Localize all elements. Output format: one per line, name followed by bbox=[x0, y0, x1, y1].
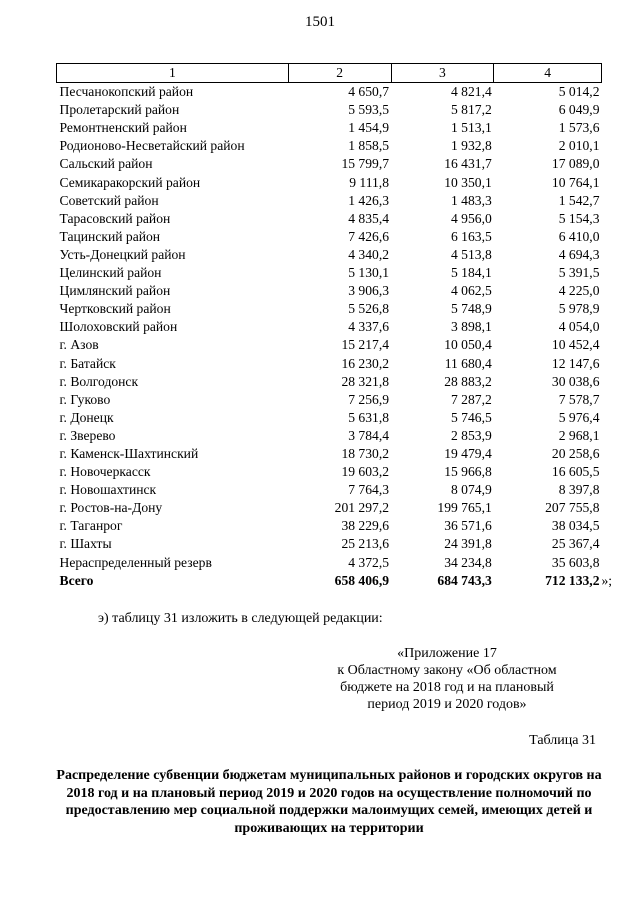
row-value-2020: 10 452,4 bbox=[551, 337, 600, 353]
row-value-2020: 35 603,8 bbox=[551, 554, 600, 570]
row-value-2020: 20 258,6 bbox=[551, 445, 600, 461]
row-value-2020: 4 225,0 bbox=[558, 283, 600, 299]
row-name: г. Новошахтинск bbox=[59, 482, 157, 498]
table-row bbox=[57, 228, 602, 246]
total-2019: 684 743,3 bbox=[437, 572, 492, 588]
row-value-2019: 3 898,1 bbox=[450, 319, 492, 335]
row-value-2019: 6 163,5 bbox=[450, 228, 492, 244]
row-value-2020: 5 154,3 bbox=[558, 210, 600, 226]
table-number-label: Таблица 31 bbox=[529, 733, 596, 748]
subsidy-table bbox=[56, 63, 613, 590]
row-name: г. Батайск bbox=[59, 355, 116, 371]
column-header-2: 2 bbox=[288, 64, 391, 83]
row-value-2019: 28 883,2 bbox=[444, 373, 492, 389]
total-label: Всего bbox=[59, 572, 94, 588]
row-value-2018: 5 631,8 bbox=[348, 409, 390, 425]
row-value-2019: 4 821,4 bbox=[450, 84, 492, 100]
row-value-2019: 2 853,9 bbox=[450, 427, 492, 443]
row-value-2020: 5 391,5 bbox=[558, 265, 600, 281]
row-name: Советский район bbox=[59, 192, 159, 208]
row-value-2018: 1 426,3 bbox=[348, 192, 390, 208]
row-value-2018: 28 321,8 bbox=[341, 373, 390, 389]
table-row bbox=[57, 192, 602, 210]
table-row bbox=[57, 119, 602, 137]
row-value-2020: 10 764,1 bbox=[551, 174, 600, 190]
row-value-2020: 16 605,5 bbox=[551, 464, 600, 480]
row-value-2018: 5 593,5 bbox=[348, 102, 390, 118]
row-name: г. Азов bbox=[59, 337, 99, 353]
amendment-instruction: э) таблицу 31 изложить в следующей редакции: bbox=[98, 611, 383, 626]
row-value-2018: 4 835,4 bbox=[348, 210, 390, 226]
row-name: г. Новочеркасск bbox=[59, 464, 151, 480]
row-value-2019: 8 074,9 bbox=[450, 482, 492, 498]
row-value-2018: 3 784,4 bbox=[348, 427, 390, 443]
row-value-2018: 15 799,7 bbox=[341, 156, 390, 172]
total-2020-cell bbox=[494, 572, 613, 590]
table-row bbox=[57, 463, 602, 481]
table-row bbox=[57, 391, 602, 409]
row-name: г. Шахты bbox=[59, 536, 112, 552]
row-name: Тацинский район bbox=[59, 228, 161, 244]
row-value-2018: 4 337,6 bbox=[348, 319, 390, 335]
row-value-2019: 16 431,7 bbox=[444, 156, 492, 172]
row-value-2018: 5 130,1 bbox=[348, 265, 390, 281]
row-value-2020: 12 147,6 bbox=[551, 355, 600, 371]
total-2018: 658 406,9 bbox=[334, 572, 390, 588]
column-number-header-row bbox=[57, 64, 602, 83]
row-value-2019: 4 513,8 bbox=[450, 246, 492, 262]
table-heading: Распределение субвенции бюджетам муниципальных районов и городских округов на 2018 год и на плановый период 2019 и 2020 годов на осуществление полномочий по предоставлению мер социальной поддержки малоимущих семей, имеющих детей и проживающих на территории bbox=[56, 768, 602, 836]
table-row bbox=[57, 499, 602, 517]
row-value-2019: 4 062,5 bbox=[450, 283, 492, 299]
row-value-2019: 5 817,2 bbox=[450, 102, 492, 118]
row-value-2019: 5 746,5 bbox=[450, 409, 492, 425]
row-value-2018: 16 230,2 bbox=[341, 355, 390, 371]
row-value-2019: 1 483,3 bbox=[450, 192, 492, 208]
row-value-2018: 7 764,3 bbox=[348, 482, 390, 498]
annex-line: бюджете на 2018 год и на плановый bbox=[340, 680, 554, 695]
row-value-2020: 38 034,5 bbox=[551, 518, 600, 534]
row-name: г. Гуково bbox=[59, 391, 111, 407]
row-value-2018: 7 426,6 bbox=[348, 228, 390, 244]
row-value-2020: 2 968,1 bbox=[558, 427, 600, 443]
table-row bbox=[57, 535, 602, 553]
row-name: Семикаракорский район bbox=[59, 174, 201, 190]
row-value-2019: 19 479,4 bbox=[444, 445, 492, 461]
table-row bbox=[57, 137, 602, 155]
table-row bbox=[57, 300, 602, 318]
row-value-2020: 1 542,7 bbox=[558, 192, 600, 208]
row-value-2020: 8 397,8 bbox=[558, 482, 600, 498]
row-value-2020: 1 573,6 bbox=[558, 120, 600, 136]
row-value-2018: 15 217,4 bbox=[341, 337, 390, 353]
row-name: Песчанокопский район bbox=[59, 84, 194, 100]
table-row bbox=[57, 246, 602, 264]
total-row bbox=[57, 572, 602, 590]
row-name: г. Донецк bbox=[59, 409, 114, 425]
table-row bbox=[57, 210, 602, 228]
table-row bbox=[57, 264, 602, 282]
row-value-2018: 3 906,3 bbox=[348, 283, 390, 299]
table-row bbox=[57, 83, 602, 102]
table-row bbox=[57, 373, 602, 391]
row-value-2019: 36 571,6 bbox=[444, 518, 492, 534]
table-row bbox=[57, 409, 602, 427]
row-name: Шолоховский район bbox=[59, 319, 178, 335]
row-value-2020: 207 755,8 bbox=[545, 500, 600, 516]
row-value-2020: 5 978,9 bbox=[558, 301, 600, 317]
row-name: Сальский район bbox=[59, 156, 153, 172]
row-value-2020: 5 976,4 bbox=[558, 409, 600, 425]
row-value-2020: 30 038,6 bbox=[551, 373, 600, 389]
row-name: Ремонтненский район bbox=[59, 120, 187, 136]
row-value-2020: 2 010,1 bbox=[558, 138, 600, 154]
row-value-2019: 11 680,4 bbox=[444, 355, 492, 371]
row-value-2018: 19 603,2 bbox=[341, 464, 390, 480]
row-value-2019: 199 765,1 bbox=[437, 500, 492, 516]
row-value-2020: 17 089,0 bbox=[551, 156, 600, 172]
row-value-2018: 4 650,7 bbox=[348, 84, 390, 100]
row-value-2020: 6 410,0 bbox=[558, 228, 600, 244]
column-header-1: 1 bbox=[57, 64, 289, 83]
row-name: Цимлянский район bbox=[59, 283, 171, 299]
row-value-2019: 1 932,8 bbox=[450, 138, 492, 154]
row-name: Чертковский район bbox=[59, 301, 171, 317]
table-row bbox=[57, 155, 602, 173]
row-name: Тарасовский район bbox=[59, 210, 171, 226]
row-value-2018: 25 213,6 bbox=[341, 536, 390, 552]
table-row bbox=[57, 445, 602, 463]
row-name: Усть-Донецкий район bbox=[59, 246, 186, 262]
table-row bbox=[57, 427, 602, 445]
row-value-2019: 5 748,9 bbox=[450, 301, 492, 317]
row-value-2018: 5 526,8 bbox=[348, 301, 390, 317]
row-value-2020: 6 049,9 bbox=[558, 102, 600, 118]
annex-line: период 2019 и 2020 годов» bbox=[367, 697, 527, 712]
page-number: 1501 bbox=[305, 14, 335, 30]
row-value-2018: 18 730,2 bbox=[341, 445, 390, 461]
row-name: г. Зверево bbox=[59, 427, 116, 443]
row-name: г. Таганрог bbox=[59, 518, 123, 534]
row-name: Нераспределенный резерв bbox=[59, 554, 212, 570]
annex-line: «Приложение 17 bbox=[397, 646, 497, 661]
table-row bbox=[57, 517, 602, 535]
row-value-2019: 24 391,8 bbox=[444, 536, 492, 552]
row-value-2019: 1 513,1 bbox=[450, 120, 492, 136]
row-name: Целинский район bbox=[59, 265, 162, 281]
row-value-2020: 25 367,4 bbox=[551, 536, 600, 552]
row-name: г. Волгодонск bbox=[59, 373, 139, 389]
row-name: г. Каменск-Шахтинский bbox=[59, 445, 199, 461]
row-value-2019: 7 287,2 bbox=[450, 391, 492, 407]
row-value-2018: 38 229,6 bbox=[341, 518, 390, 534]
table-row bbox=[57, 481, 602, 499]
column-header-3: 3 bbox=[391, 64, 494, 83]
row-value-2019: 34 234,8 bbox=[444, 554, 492, 570]
table-row bbox=[57, 282, 602, 300]
row-value-2018: 4 372,5 bbox=[348, 554, 390, 570]
row-value-2019: 5 184,1 bbox=[450, 265, 492, 281]
total-2020: 712 133,2 bbox=[545, 572, 600, 588]
row-name: Родионово-Несветайский район bbox=[59, 138, 245, 154]
table-row bbox=[57, 554, 602, 572]
row-value-2020: 4 054,0 bbox=[558, 319, 600, 335]
row-value-2018: 1 454,9 bbox=[348, 120, 390, 136]
table-body bbox=[57, 83, 602, 572]
row-name: Пролетарский район bbox=[59, 102, 180, 118]
row-value-2020: 7 578,7 bbox=[558, 391, 600, 407]
row-value-2018: 201 297,2 bbox=[334, 500, 390, 516]
row-value-2018: 7 256,9 bbox=[348, 391, 390, 407]
row-name: г. Ростов-на-Дону bbox=[59, 500, 163, 516]
row-value-2019: 10 350,1 bbox=[444, 174, 492, 190]
row-value-2019: 4 956,0 bbox=[450, 210, 492, 226]
table-row bbox=[57, 174, 602, 192]
annex-reference bbox=[322, 645, 572, 713]
column-header-4: 4 bbox=[494, 64, 602, 83]
row-value-2018: 4 340,2 bbox=[348, 246, 390, 262]
row-value-2020: 4 694,3 bbox=[558, 246, 600, 262]
table-row bbox=[57, 318, 602, 336]
row-value-2019: 10 050,4 bbox=[444, 337, 492, 353]
row-value-2018: 1 858,5 bbox=[348, 138, 390, 154]
table-row bbox=[57, 101, 602, 119]
table-row bbox=[57, 355, 602, 373]
closing-quote: »; bbox=[601, 572, 613, 588]
table-row bbox=[57, 336, 602, 354]
annex-line: к Областному закону «Об областном bbox=[337, 663, 557, 678]
row-value-2018: 9 111,8 bbox=[349, 174, 390, 190]
row-value-2020: 5 014,2 bbox=[558, 84, 600, 100]
row-value-2019: 15 966,8 bbox=[444, 464, 492, 480]
